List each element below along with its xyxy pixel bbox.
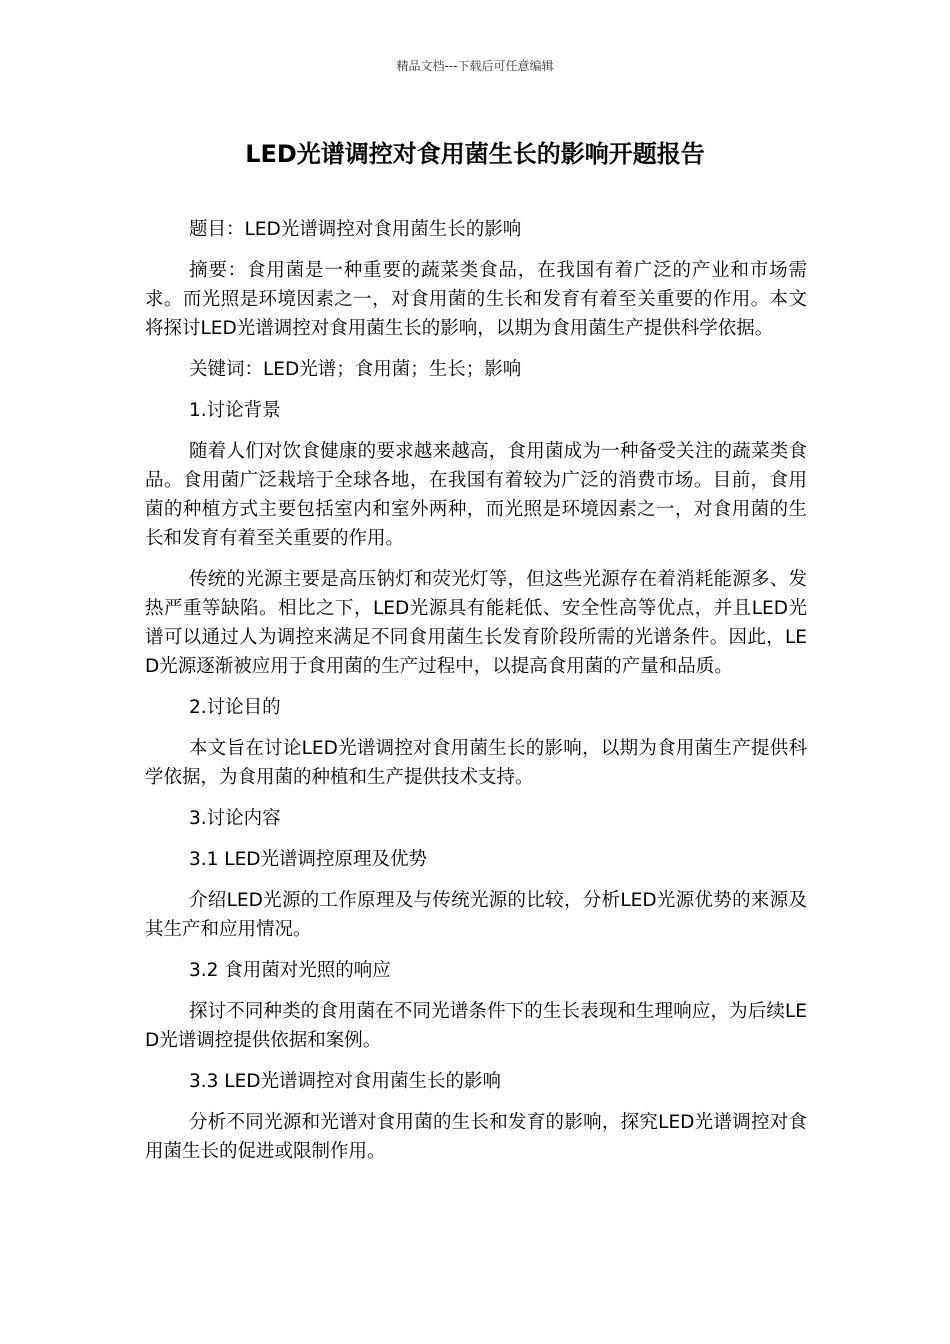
abstract-paragraph: 摘要：食用菌是一种重要的蔬菜类食品，在我国有着广泛的产业和市场需求。而光照是环境因素之一，对食用菌的生长和发育有着至关重要的作用。本文将探讨LED光谱调控对食用菌生长的影响，以期为食用菌生产提供科学依据。 — [145, 260, 807, 339]
topic-line: 题目：LED光谱调控对食用菌生长的影响 — [189, 219, 522, 240]
keywords-line: 关键词：LED光谱；食用菌；生长；影响 — [189, 359, 522, 380]
header-note: 精品文档---下载后可任意编辑 — [396, 59, 554, 73]
document-body — [145, 215, 807, 1178]
section-heading-content: 3.讨论内容 — [189, 808, 281, 829]
document-title: LED光谱调控对食用菌生长的影响开题报告 — [245, 140, 705, 168]
section-heading-purpose: 2.讨论目的 — [189, 697, 281, 718]
subsection-3-3-paragraph: 分析不同光源和光谱对食用菌的生长和发育的影响，探究LED光谱调控对食用菌生长的促进或限制作用。 — [145, 1112, 807, 1162]
section-heading-background: 1.讨论背景 — [189, 400, 281, 421]
purpose-paragraph: 本文旨在讨论LED光谱调控对食用菌生长的影响，以期为食用菌生产提供科学依据，为食用菌的种植和生产提供技术支持。 — [145, 738, 807, 788]
subsection-heading-3-3: 3.3 LED光谱调控对食用菌生长的影响 — [189, 1071, 502, 1092]
subsection-3-1-paragraph: 介绍LED光源的工作原理及与传统光源的比较，分析LED光源优势的来源及其生产和应用情况。 — [145, 890, 807, 940]
background-paragraph-1: 随着人们对饮食健康的要求越来越高，食用菌成为一种备受关注的蔬菜类食品。食用菌广泛栽培于全球各地，在我国有着较为广泛的消费市场。目前，食用菌的种植方式主要包括室内和室外两种，而光照是环境因素之一，对食用菌的生长和发育有着至关重要的作用。 — [145, 441, 807, 549]
subsection-3-2-paragraph: 探讨不同种类的食用菌在不同光谱条件下的生长表现和生理响应，为后续LED光谱调控提供依据和案例。 — [145, 1001, 807, 1051]
subsection-heading-3-1: 3.1 LED光谱调控原理及优势 — [189, 849, 428, 870]
background-paragraph-2: 传统的光源主要是高压钠灯和荧光灯等，但这些光源存在着消耗能源多、发热严重等缺陷。相比之下，LED光源具有能耗低、安全性高等优点，并且LED光谱可以通过人为调控来满足不同食用菌生长发育阶段所需的光谱条件。因此，LED光源逐渐被应用于食用菌的生产过程中，以提高食用菌的产量和品质。 — [145, 569, 807, 677]
subsection-heading-3-2: 3.2 食用菌对光照的响应 — [189, 960, 391, 981]
